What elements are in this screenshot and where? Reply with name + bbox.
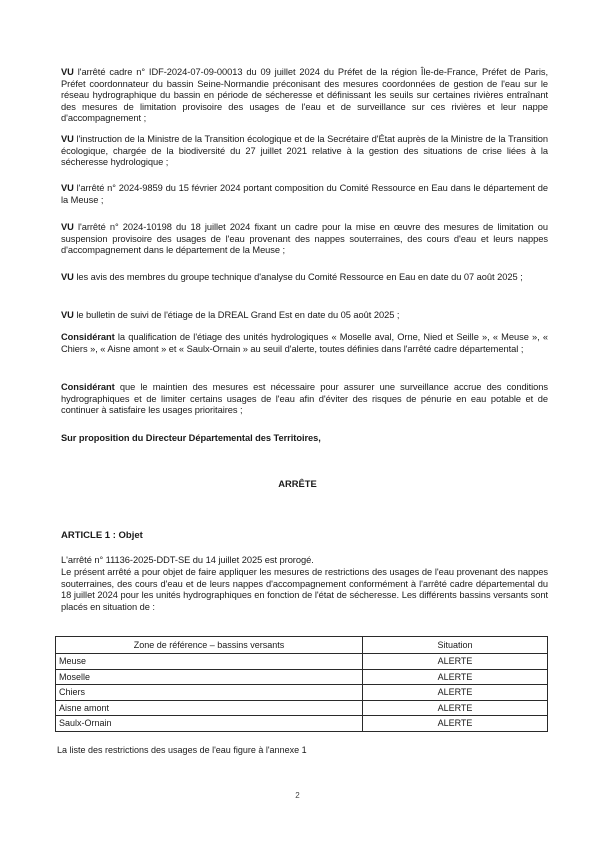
article-1-title: ARTICLE 1 : Objet [61,530,143,541]
zone-cell: Saulx-Ornain [56,716,363,732]
consideration-vu-avis-membres: VU les avis des membres du groupe technique d'analyse du Comité Ressource en Eau en date du 07 août 2025 ; [61,272,523,282]
table-row [56,654,548,670]
table-caption: La liste des restrictions des usages de l'eau figure à l'annexe 1 [57,745,307,755]
decree-heading: ARRÊTE [278,478,317,489]
zone-cell: Aisne amont [56,700,363,716]
article-1-prorogation: L'arrêté n° 11136-2025-DDT-SE du 14 juillet 2025 est prorogé. [61,555,314,565]
article-1-body: Le présent arrêté a pour objet de faire appliquer les mesures de restrictions des usages de l'eau provenant des nappes souterraines, des cours d'eau et de leurs nappes d'accompagnement conformément à l'arrêté cadre départemental du 18 juillet 2024 pour les unités hydrographiques en fonction de l'état de sécheresse. Les différents bassins versants sont placés en situation de : [61,567,548,612]
consideration-etiage: Considérant la qualification de l'étiage des unités hydrologiques « Moselle aval, Orne, Nied et Seille », « Meuse », « Chiers », « Aisne amont » et « Saulx-Ornain » au seuil d'alerte, toutes définies dans l'arrêté cadre départemental ; [61,332,548,354]
proposition-line: Sur proposition du Directeur Départemental des Territoires, [61,433,321,443]
zone-cell: Meuse [56,654,363,670]
table-row [56,685,548,701]
situation-cell: ALERTE [363,654,548,670]
consideration-vu-instruction-ministre: VU l'instruction de la Ministre de la Transition écologique et de la Secrétaire d'État auprès de la Ministre de la Transition écologique, chargée de la biodiversité du 27 juillet 2021 relative à la gestion des situations de crise liées à la sécheresse hydrologique ; [61,134,548,168]
table-header-zone: Zone de référence – bassins versants [56,637,363,654]
table-header-situation: Situation [363,637,548,654]
table-row [56,716,548,732]
zones-situation-table [55,636,548,732]
page-number: 2 [295,791,300,800]
table-row [56,669,548,685]
situation-cell: ALERTE [363,669,548,685]
situation-cell: ALERTE [363,716,548,732]
consideration-vu-arrete-cadre-idf: VU l'arrêté cadre n° IDF-2024-07-09-00013 du 09 juillet 2024 du Préfet de la région Île-de-France, Préfet de Paris, Préfet coordonnateur du bassin Seine-Normandie préconisant des mesures coordonnées de gestion de l'eau sur le réseau hydrographique du bassin en période de sécheresse et définissant les seuils sur certaines rivières entraînant des mesures de limitation provisoire des usages de l'eau et de surveillance sur ces rivières et leur nappe d'accompagnement ; [61,67,548,124]
consideration-vu-bulletin-dreal: VU le bulletin de suivi de l'étiage de la DREAL Grand Est en date du 05 août 2025 ; [61,310,400,320]
zone-cell: Chiers [56,685,363,701]
table-row [56,700,548,716]
consideration-vu-arrete-cadre-meuse: VU l'arrêté n° 2024-10198 du 18 juillet 2024 fixant un cadre pour la mise en œuvre des mesures de limitation ou suspension provisoire des usages de l'eau provenant des nappes souterraines, des cours d'eau et leurs nappes d'accompagnement dans le département de la Meuse ; [61,222,548,256]
situation-cell: ALERTE [363,685,548,701]
consideration-vu-arrete-comite: VU l'arrêté n° 2024-9859 du 15 février 2024 portant composition du Comité Ressource en Eau dans le département de la Meuse ; [61,183,548,205]
situation-cell: ALERTE [363,700,548,716]
table-header-row [56,637,548,654]
consideration-maintien-mesures: Considérant que le maintien des mesures est nécessaire pour assurer une surveillance accrue des conditions hydrographiques et de limiter certains usages de l'eau afin d'éviter des risques de pénurie en eau potable et de continuer à satisfaire les usages prioritaires ; [61,382,548,416]
zone-cell: Moselle [56,669,363,685]
